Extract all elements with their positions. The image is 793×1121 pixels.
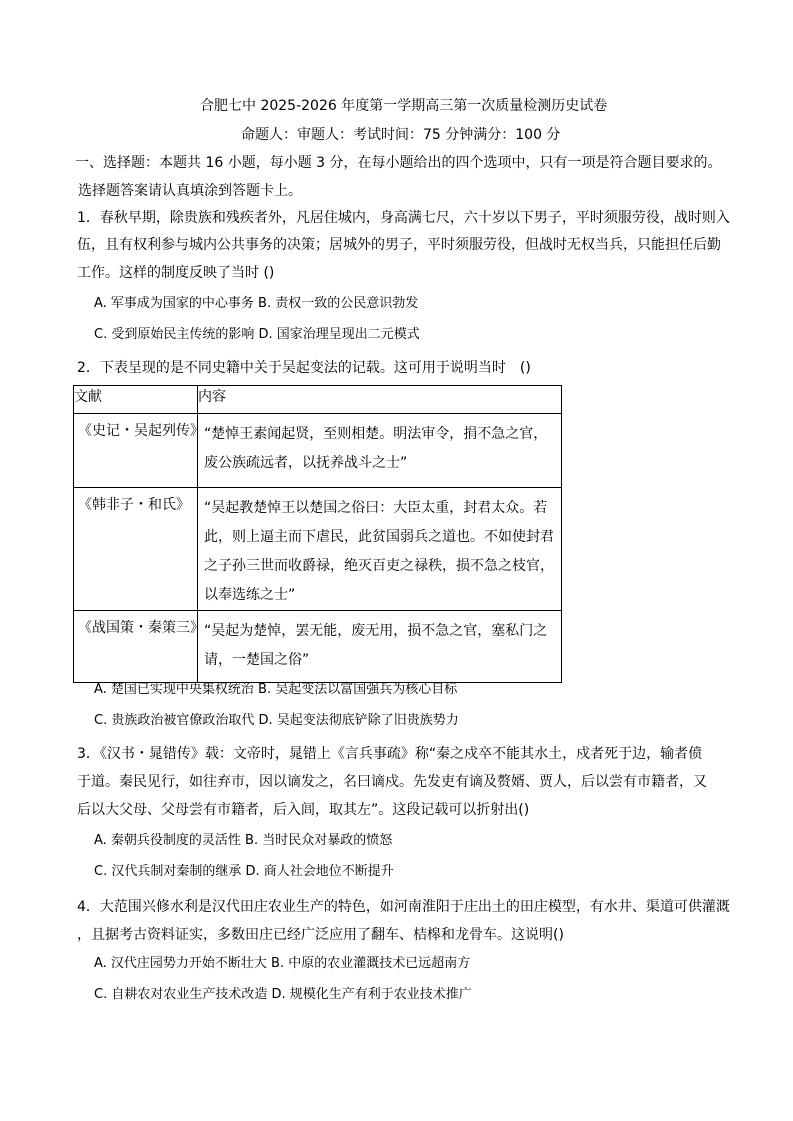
history-sources-table	[73, 385, 562, 683]
question-4-line-2: ，且据考古资料证实，多数田庄已经广泛应用了翻车、桔槔和龙骨车。这说明()	[77, 927, 564, 943]
table-header-content: 内容	[198, 386, 562, 414]
question-3-options-cd: C. 汉代兵制对秦制的继承 D. 商人社会地位不断提升	[94, 864, 394, 879]
table-row	[74, 414, 562, 488]
table-row-content: “吴起教楚悼王以楚国之俗曰：大臣太重，封君太众。若此，则上逼主而下虐民，此贫国弱兵之道也。不如使封君之子孙三世而收爵禄，绝灭百吏之禄秩，损不急之枝官，以奉选练之士”	[204, 500, 554, 603]
question-2-options-cd: C. 贵族政治被官僚政治取代 D. 吴起变法彻底铲除了旧贵族势力	[94, 713, 459, 728]
question-1-line-3: 工作。这样的制度反映了当时 ()	[77, 265, 275, 281]
table-row-source: 《韩非子・和氏》	[78, 497, 190, 513]
question-2-options-ab: A. 楚国已实现中央集权统治 B. 吴起变法以富国强兵为核心目标	[94, 682, 458, 697]
question-1-options-cd: C. 受到原始民主传统的影响 D. 国家治理呈现出二元模式	[94, 327, 420, 342]
question-3-line-2: 于道。秦民见行，如往弃市，因以谪发之，名曰谪戍。先发吏有谪及赘婿、贾人，后以尝有市籍者，又	[77, 774, 707, 790]
table-header-source: 文献	[74, 386, 198, 414]
section-instructions-line-2: 选择题答案请认真填涂到答题卡上。	[78, 183, 302, 199]
question-3-line-1: 3．《汉书・晁错传》载：文帝时，晁错上《言兵事疏》称“秦之戍卒不能其水土，戍者死于边，输者偾	[77, 746, 703, 762]
question-1-options-ab: A. 军事成为国家的中心事务 B. 责权一致的公民意识勃发	[94, 296, 419, 311]
exam-title: 合肥七中 2025-2026 年度第一学期高三第一次质量检测历史试卷	[200, 98, 608, 114]
question-3-options-ab: A. 秦朝兵役制度的灵活性 B. 当时民众对暴政的愤怒	[94, 833, 393, 848]
question-3-line-3: 后以大父母、父母尝有市籍者，后入闾，取其左”。这段记载可以折射出()	[77, 802, 530, 818]
exam-meta: 命题人：审题人：考试时间：75 分钟满分：100 分	[241, 127, 561, 143]
table-row-source: 《战国策・秦策三》	[78, 620, 204, 636]
question-4-options-cd: C. 自耕农对农业生产技术改造 D. 规模化生产有利于农业技术推广	[94, 987, 472, 1002]
table-row	[74, 488, 562, 611]
table-row	[74, 611, 562, 683]
table-row-content: “吴起为楚悼，罢无能，废无用，损不急之官，塞私门之请，一楚国之俗”	[204, 623, 548, 668]
table-row-source: 《史记・吴起列传》	[78, 423, 204, 439]
question-2-line-1: 2．下表呈现的是不同史籍中关于吴起变法的记载。这可用于说明当时 ()	[77, 360, 531, 376]
table-header-row	[74, 386, 562, 414]
question-1-line-2: 伍，且有权利参与城内公共事务的决策；居城外的男子，平时须服劳役，但战时无权当兵，只能担任后勤	[77, 237, 721, 253]
section-instructions-line-1: 一、选择题：本题共 16 小题，每小题 3 分，在每小题给出的四个选项中，只有一项是符合题目要求的。	[75, 155, 722, 171]
question-4-options-ab: A. 汉代庄园势力开始不断壮大 B. 中原的农业灌溉技术已远超南方	[94, 956, 471, 971]
table-row-content: “楚悼王素闻起贤，至则相楚。明法审令，捐不急之官，废公族疏远者，以抚养战斗之士”	[204, 426, 548, 471]
question-4-line-1: 4．大范围兴修水利是汉代田庄农业生产的特色，如河南淮阳于庄出土的田庄模型，有水井、渠道可供灌溉	[77, 899, 730, 915]
question-1-line-1: 1．春秋早期，除贵族和残疾者外，凡居住城内，身高满七尺，六十岁以下男子，平时须服劳役，战时则入	[77, 210, 730, 226]
